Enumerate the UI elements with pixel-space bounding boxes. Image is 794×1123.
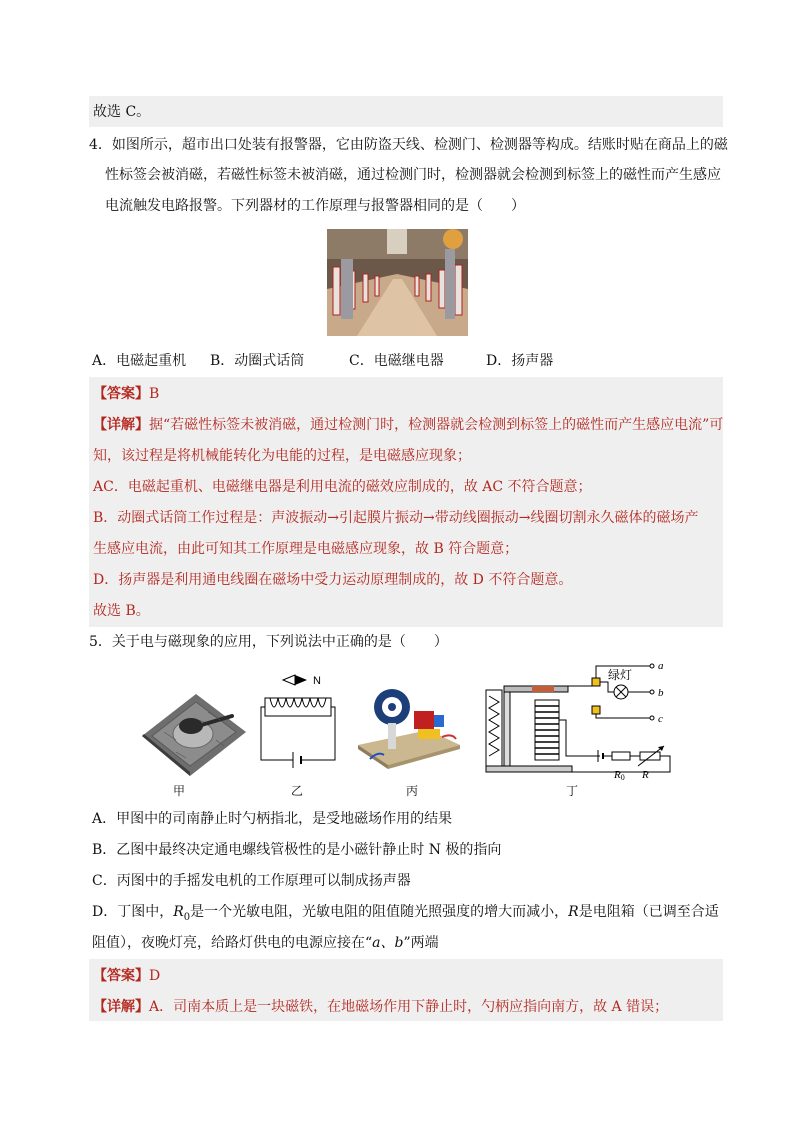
q4-detail-line5: 生感应电流，由此可知其工作原理是电磁感应现象，故 B 符合题意；	[93, 541, 519, 557]
detail-text: A．司南本质上是一块磁铁，在地磁场作用下静止时，勺柄应指向南方，故 A 错误；	[149, 999, 669, 1015]
figure-bing-generator	[348, 685, 466, 773]
q4-detail-line1	[93, 416, 723, 434]
figure-bing-caption: 丙	[406, 784, 419, 798]
option-d2-prefix: 阻值），夜晚灯亮，给路灯供电的电源应接在“	[92, 935, 373, 951]
ding-r-label: R	[642, 769, 649, 780]
r0-letter: R	[173, 904, 184, 920]
detail-tag: 【详解】	[93, 999, 149, 1015]
option-d-suffix: 是电阻箱（已调至合适	[578, 904, 719, 920]
r-letter: R	[568, 904, 579, 920]
q5-option-d-line1	[92, 903, 719, 927]
option-d2-suffix: ”两端	[403, 935, 439, 951]
answer-value: B	[149, 386, 160, 402]
q4-stem-line3: 电流触发电路报警。下列器材的工作原理与报警器相同的是（ ）	[105, 198, 525, 214]
figure-yi-caption: 乙	[291, 784, 304, 798]
figure-jia-caption: 甲	[173, 784, 186, 798]
q4-option-d: D．扬声器	[486, 353, 554, 369]
q4-detail-line2: 知，该过程是将机械能转化为电能的过程，是电磁感应现象；	[93, 448, 471, 464]
answer-tag: 【答案】	[93, 968, 149, 984]
q4-stem-line1: 4．如图所示，超市出口处装有报警器，它由防盗天线、检测门、检测器等构成。结账时贴在商品上的磁	[89, 137, 728, 153]
r0-subscript: 0	[183, 911, 191, 923]
q4-option-a: A．电磁起重机	[92, 353, 187, 369]
figure-ding-relay	[480, 660, 700, 780]
ding-terminal-a: a	[658, 660, 664, 672]
option-d-middle: 是一个光敏电阻，光敏电阻的阻值随光照强度的增大而减小，	[190, 904, 569, 920]
previous-conclusion: 故选 C。	[93, 104, 151, 120]
ding-r0-subscript: 0	[620, 773, 625, 780]
q4-answer	[93, 385, 159, 403]
q4-option-b: B．动圈式话筒	[210, 353, 305, 369]
q4-detail-line4: B．动圈式话筒工作过程是：声波振动→引起膜片振动→带动线圈振动→线圈切割永久磁体的磁场产	[93, 510, 699, 526]
answer-tag: 【答案】	[93, 386, 149, 402]
q5-detail-line1	[93, 998, 668, 1016]
figure-ding-caption: 丁	[566, 784, 579, 798]
q5-stem: 5．关于电与磁现象的应用，下列说法中正确的是（ ）	[89, 634, 448, 650]
detail-text: 据“若磁性标签未被消磁，通过检测门时，检测器就会检测到标签上的磁性而产生感应电流”可	[149, 417, 724, 433]
ding-r0-label	[613, 769, 625, 780]
ding-terminal-c: c	[658, 713, 663, 725]
q5-option-c: C．丙图中的手摇发电机的工作原理可以制成扬声器	[92, 873, 411, 889]
store-alarm-photo	[327, 229, 468, 336]
q4-stem-line2: 性标签会被消磁，若磁性标签未被消磁，通过检测门时，检测器就会检测到标签上的磁性而产生感应	[105, 167, 721, 183]
ding-lamp-label: 绿灯	[608, 668, 633, 682]
answer-value: D	[149, 968, 161, 984]
figure-yi-solenoid	[258, 670, 338, 778]
q4-detail-line3: AC．电磁起重机、电磁继电器是利用电流的磁效应制成的，故 AC 不符合题意；	[93, 479, 592, 495]
answer-shade	[89, 96, 723, 127]
q4-option-c: C．电磁继电器	[349, 353, 444, 369]
q5-option-b: B．乙图中最终决定通电螺线管极性的是小磁针静止时 N 极的指向	[92, 842, 502, 858]
ding-terminal-b: b	[658, 687, 664, 699]
yi-n-mark: N	[313, 675, 321, 687]
q4-conclusion: 故选 B。	[93, 603, 150, 619]
option-d-prefix: D．丁图中，	[92, 904, 174, 920]
option-d2-vars: a、b	[372, 935, 404, 951]
figure-jia-compass	[136, 690, 249, 778]
detail-tag: 【详解】	[93, 417, 149, 433]
q5-answer	[93, 967, 160, 985]
q4-answer-shade	[89, 377, 723, 627]
q5-option-a: A．甲图中的司南静止时勺柄指北，是受地磁场作用的结果	[92, 811, 453, 827]
q5-option-d-line2	[92, 934, 439, 952]
ding-r0-letter: R	[614, 769, 621, 780]
q4-detail-line6: D．扬声器是利用通电线圈在磁场中受力运动原理制成的，故 D 不符合题意。	[93, 572, 573, 588]
